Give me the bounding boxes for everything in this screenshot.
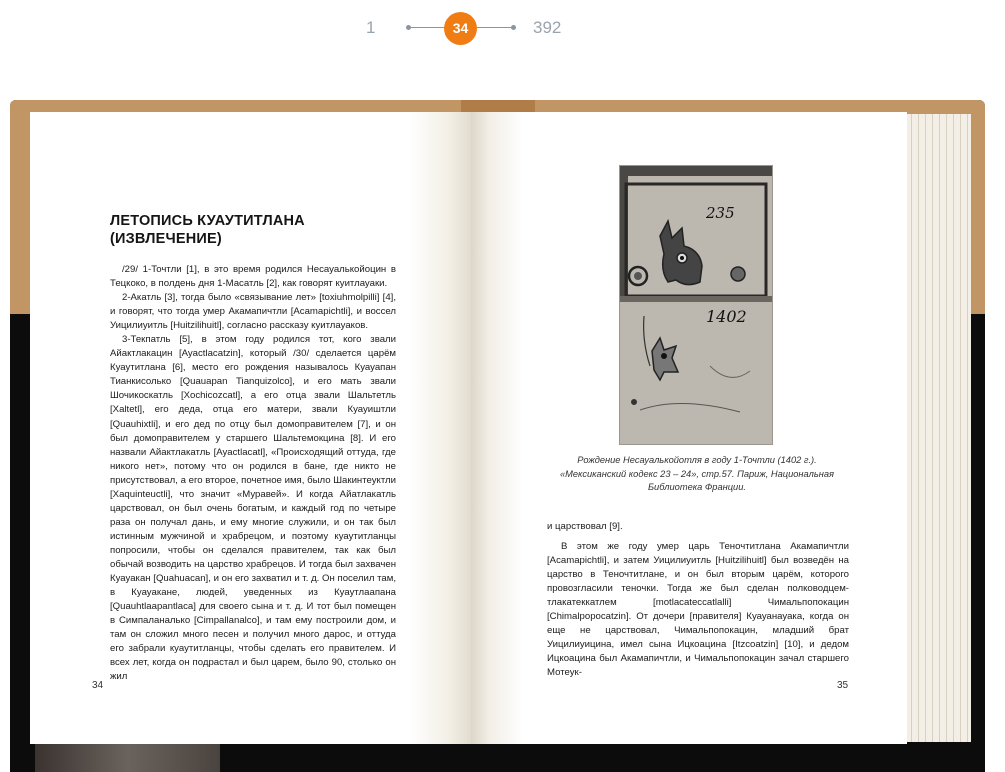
paragraph: 2-Акатль [3], тогда было «связывание лет» [toxiuhmolpilli] [4], и говорят, что тогда умер Акамапичтли [Acamapichtli], и воссел Уицилиуитль [Huitzilihuitl], согласно рассказу куитлауаков.: [110, 292, 396, 332]
pager-track-left[interactable]: [408, 27, 446, 28]
current-page-indicator[interactable]: 34: [444, 12, 477, 45]
first-page-link[interactable]: 1: [366, 18, 376, 37]
pager-track-right[interactable]: [477, 27, 513, 28]
codex-number-235: 235: [706, 204, 735, 222]
codex-illustration: [619, 165, 773, 445]
chapter-title: ЛЕТОПИСЬ КУАУТИТЛАНА (ИЗВЛЕЧЕНИЕ): [110, 213, 305, 247]
last-page-link[interactable]: 392: [533, 18, 562, 37]
paragraph: и царствовал [9].: [547, 521, 623, 532]
right-page[interactable]: [471, 112, 907, 744]
page-number-right: 35: [837, 680, 849, 691]
page-pager: [0, 0, 1005, 60]
left-page[interactable]: [30, 112, 471, 744]
paragraph: 3-Текпатль [5], в этом году родился тот, кого звали Айактлакацин [Ayactlacatzin], который /30/ сделается царём Куаутитлана [6], место его рождения называлось Куауапан Тианкисолько [Quauapan Tianquizolco], и его мать звали Шочикоскатль [Xochicozcatl], а его отца звали Шальтетль [Xaltetl], его деда, отца его матери, звали Куауиштли [Quauhixtli], и его дед по отцу был домоправителем [7], и он был домоправителем у старшего Шальтемокцина [8]. И его назвали Айактлакатль [Ayactlacatl], «Происходящий оттуда, где никого нет», потому что он родился в бане, где никто не присутствовал, а его второе, почетное имя, было Шакинтеуктли [Xaquinteuctli], что значит «Муравей». И когда Айатлакатль царствовал, он был очень богатым, и каждый год по четыре раза он получал дань, и ему многие служили, и он так был истинным мужчиной и храбрецом, и поэтому куаутитланцы попросили, чтобы он сделался правителем, так как был обычай возводить на царство храбрецов. И тогда был захвачен Куауакан [Quahuacan], и он его захватил и т. д. Он поселил там, в Куауакане, людей, уведенных из Куаутлаапана [Quauhtlaapantlaca] для своего сына и т. д. И тот был помещен в Симпаланалько [Cimpallanalco], и там ему построили дом, и там он сложил много песен и получил много дарос, и оттуда его забрали куаутитланцы, чтобы сделать его правителем. И всех лет, когда он подрастал и был царем, было 90, столько он жил: [110, 334, 396, 683]
page-number-left: 34: [92, 680, 104, 691]
left-page-text: [110, 263, 396, 684]
paragraph: В этом же году умер царь Теночтитлана Акамапичтли [Acamapichtli], и затем Уицилиуитль [Huitzilihuitl] был возведён на царство в Теночтитлане, и он был вторым царём, которого провозгласили теночки. Тогда же был сделан полководцем-тлакатеккатлем [motlacateccatlalli] Чимальпопокацин [Chimalpopocatzin]. От дочери [правителя] Куауанауака, когда он еще не царствовал, Чимальпопокацин, младший брат Уицилиуицина, имел сына Ицкоацина [Itzcoatzin] [10], и дедом Ицкоацина был Акамапичтли, и Чимальпопокацин зачал старшего Мотеук-: [547, 541, 849, 679]
codex-drawing: [620, 166, 772, 444]
figure-caption: Рождение Несауалькойотля в году 1-Точтли (1402 г.). «Мексиканский кодекс 23 – 24», стр.57. Париж, Национальная Библиотека Франции.: [559, 455, 835, 492]
right-page-text: [547, 520, 849, 681]
pager-dot-right: [511, 25, 516, 30]
background-photo: [35, 740, 220, 772]
paragraph: /29/ 1-Точтли [1], в это время родился Несауалькойоцин в Тецкоко, в полдень дня 1-Масатль [2], как говорят куитлауаки.: [110, 264, 396, 290]
codex-year-1402: 1402: [706, 307, 747, 326]
page-stack-edge: [905, 114, 971, 742]
